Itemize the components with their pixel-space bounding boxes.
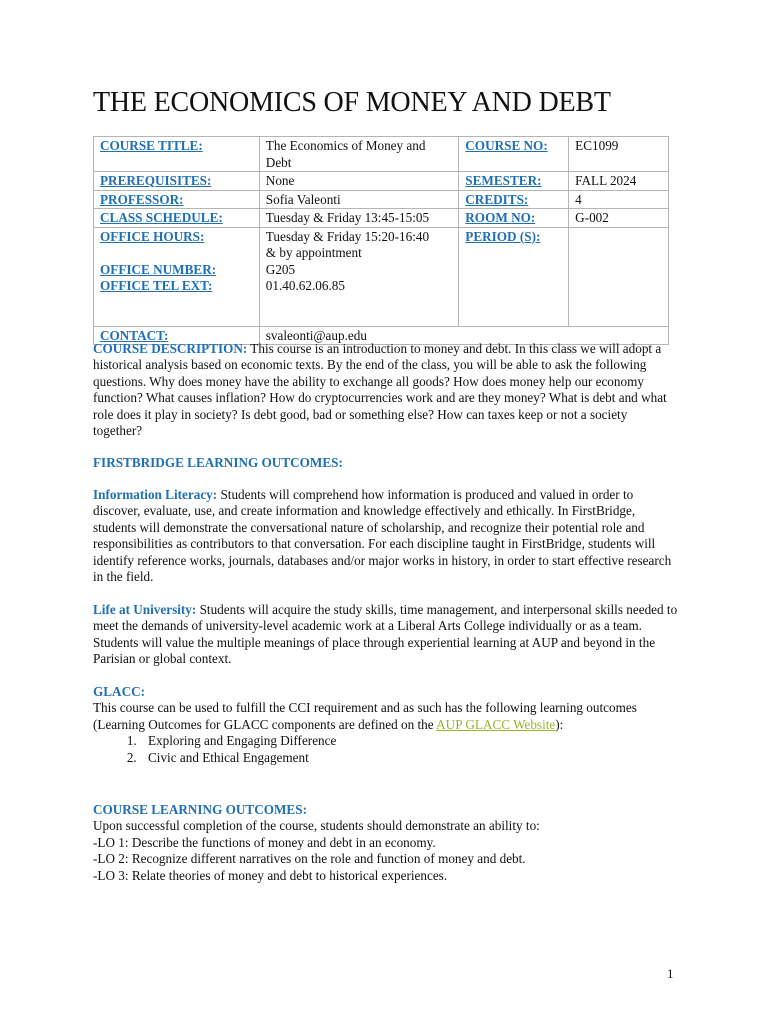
learning-outcomes-heading: COURSE LEARNING OUTCOMES: [93,802,307,817]
table-row [94,172,669,191]
prerequisites-label: PREREQUISITES: [100,173,212,188]
course-description-heading: COURSE DESCRIPTION: [93,341,248,356]
office-tel-value: 01.40.62.06.85 [265,278,345,293]
semester-label: SEMESTER: [465,173,542,188]
office-hours-value-line1: Tuesday & Friday 15:20-16:40 [265,228,430,244]
course-title-value-line2: Debt [265,154,292,170]
document-title: THE ECONOMICS OF MONEY AND DEBT [93,87,611,118]
table-row [94,209,669,228]
life-at-university-text: Students will acquire the study skills, time management, and interpersonal skills needed to meet the demands of university-level academic work at a Liberal Arts College individually or as a team. Students will value the multiple meanings of place through experiential learning at AUP and beyond in the Parisian or global context. [93,602,678,667]
contact-label: CONTACT: [100,327,169,343]
office-tel-label: OFFICE TEL EXT: [100,278,213,293]
learning-outcomes-intro: Upon successful completion of the course, students should demonstrate an ability to: [93,818,540,834]
firstbridge-heading: FIRSTBRIDGE LEARNING OUTCOMES: [93,455,343,470]
professor-label: PROFESSOR: [100,191,184,207]
office-hours-label: OFFICE HOURS: [100,228,205,244]
learning-outcome-3: -LO 3: Relate theories of money and debt to historical experiences. [93,867,448,883]
firstbridge-section [93,455,679,471]
professor-value: Sofia Valeonti [265,191,341,207]
course-learning-outcomes-section [93,802,679,884]
learning-outcome-1: -LO 1: Describe the functions of money and debt in an economy. [93,834,436,850]
course-info-table [93,136,669,345]
office-number-label: OFFICE NUMBER: [100,261,217,277]
table-row [94,227,669,326]
list-item: 1. Exploring and Engaging Difference [140,733,679,749]
page-number: 1 [667,966,674,981]
office-hours-value-line2: & by appointment [265,245,362,260]
semester-value: FALL 2024 [575,173,637,188]
glacc-outcomes-list [93,733,679,766]
table-row [94,190,669,209]
table-row [94,137,669,172]
room-no-label: ROOM NO: [465,210,536,225]
information-literacy-label: Information Literacy: [93,487,218,502]
glacc-heading: GLACC: [93,684,146,699]
prerequisites-value: None [265,173,295,188]
life-at-university-label: Life at University: [93,602,197,617]
life-at-university-paragraph [93,602,679,668]
course-description-section [93,341,679,439]
information-literacy-paragraph [93,487,679,585]
office-number-value: G205 [265,261,296,277]
course-title-label: COURSE TITLE: [100,138,203,153]
learning-outcome-2: -LO 2: Recognize different narratives on the role and function of money and debt. [93,851,526,867]
contact-email[interactable]: svaleonti@aup.edu [265,327,367,343]
room-no-value: G-002 [575,210,609,225]
information-literacy-text: Students will comprehend how information is produced and valued in order to discover, evaluate, use, and create information and knowledge effectively and ethically. In FirstBridge, students will demonstrate the conversational nature of scholarship, and recognize their potential role and responsibilities as contributors to that conversation. For each discipline taught in FirstBridge, students will identify reference works, journals, databases and/or major works in history, in order to start effective research in the field. [93,487,672,585]
course-title-value-line1: The Economics of Money and [265,138,426,153]
list-item: 2. Civic and Ethical Engagement [140,750,679,766]
course-no-value: EC1099 [575,138,619,153]
period-label: PERIOD (S): [465,228,541,244]
glacc-section [93,684,679,766]
credits-label: CREDITS: [465,191,529,207]
course-no-label: COURSE NO: [465,138,548,153]
credits-value: 4 [575,191,582,207]
class-schedule-value: Tuesday & Friday 13:45-15:05 [265,210,430,225]
class-schedule-label: CLASS SCHEDULE: [100,210,223,225]
glacc-text: This course can be used to fulfill the CCI requirement and as such has the following learning outcomes (Learning Outcomes for GLACC components are defined on the [93,700,637,732]
glacc-text-end: ): [555,716,564,732]
course-description-text: This course is an introduction to money and debt. In this class we will adopt a historical analysis based on economic texts. By the end of the class, you will be able to ask the following questions. Why does money have the ability to exchange all goods? How does money help our economy function? What causes inflation? How do cryptocurrencies work and are they money? What is debt and what role does it play in society? Is debt good, bad or something else? How can taxes keep or not a society together? [93,341,667,439]
aup-glacc-website-link[interactable]: AUP GLACC Website [436,716,556,732]
